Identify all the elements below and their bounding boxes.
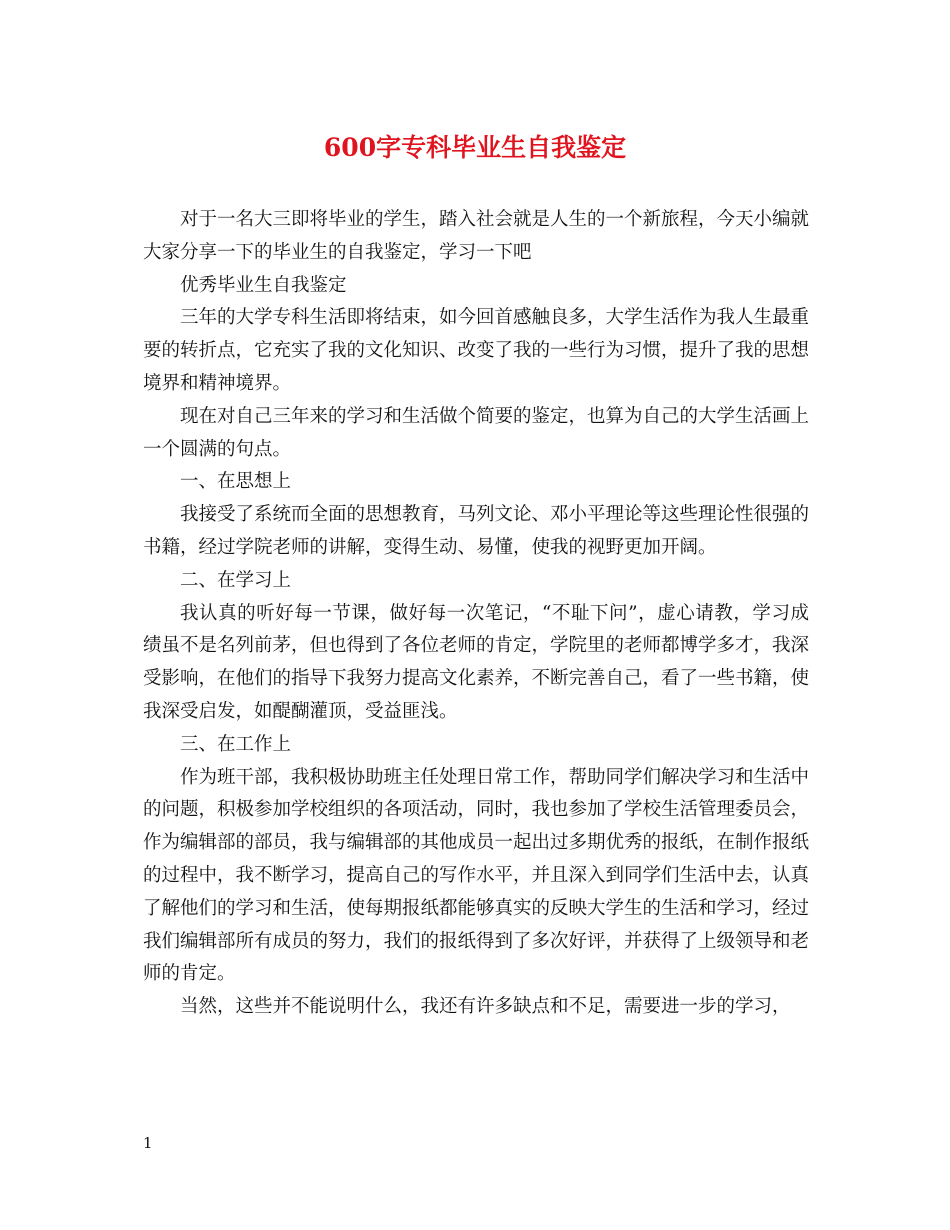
section-heading: 二、在学习上 <box>180 569 292 591</box>
paragraph: 作为班干部，我积极协助班主任处理日常工作，帮助同学们解决学习和生活中的问题，积极参加学校组织的各项活动，同时，我也参加了学校生活管理委员会，作为编辑部的部员，我与编辑部的其他成员一起出过多期优秀的报纸，在制作报纸的过程中，我不断学习，提高自己的写作水平，并且深入到同学们生活中去，认真了解他们的学习和生活，使每期报纸都能够真实的反映大学生的生活和学习，经过我们编辑部所有成员的努力，我们的报纸得到了多次好评，并获得了上级领导和老师的肯定。 <box>143 766 810 985</box>
page-title: 600字专科毕业生自我鉴定 <box>323 133 627 162</box>
paragraph: 当然，这些并不能说明什么，我还有许多缺点和不足，需要进一步的学习， <box>180 996 791 1018</box>
section-heading: 一、在思想上 <box>180 471 292 493</box>
document-body <box>143 204 809 1024</box>
paragraph: 三年的大学专科生活即将结束，如今回首感触良多，大学生活作为我人生最重要的转折点，它充实了我的文化知识、改变了我的一些行为习惯，提升了我的思想境界和精神境界。 <box>143 307 810 394</box>
paragraph: 我接受了系统而全面的思想教育，马列文论、邓小平理论等这些理论性很强的书籍，经过学院老师的讲解，变得生动、易懂，使我的视野更加开阔。 <box>143 504 810 558</box>
page-number: 1 <box>143 1134 153 1152</box>
paragraph: 现在对自己三年来的学习和生活做个简要的鉴定，也算为自己的大学生活画上一个圆满的句点。 <box>143 405 810 460</box>
paragraph: 我认真的听好每一节课，做好每一次笔记，“不耻下问”，虚心请教，学习成绩虽不是名列前茅，但也得到了各位老师的肯定，学院里的老师都博学多才，我深受影响，在他们的指导下我努力提高文化素养，不断完善自己，看了一些书籍，使我深受启发，如醍醐灌顶，受益匪浅。 <box>143 602 810 722</box>
paragraph: 对于一名大三即将毕业的学生，踏入社会就是人生的一个新旅程，今天小编就大家分享一下的毕业生的自我鉴定，学习一下吧 <box>143 209 810 263</box>
section-heading: 优秀毕业生自我鉴定 <box>180 274 347 296</box>
section-heading: 三、在工作上 <box>180 733 292 755</box>
